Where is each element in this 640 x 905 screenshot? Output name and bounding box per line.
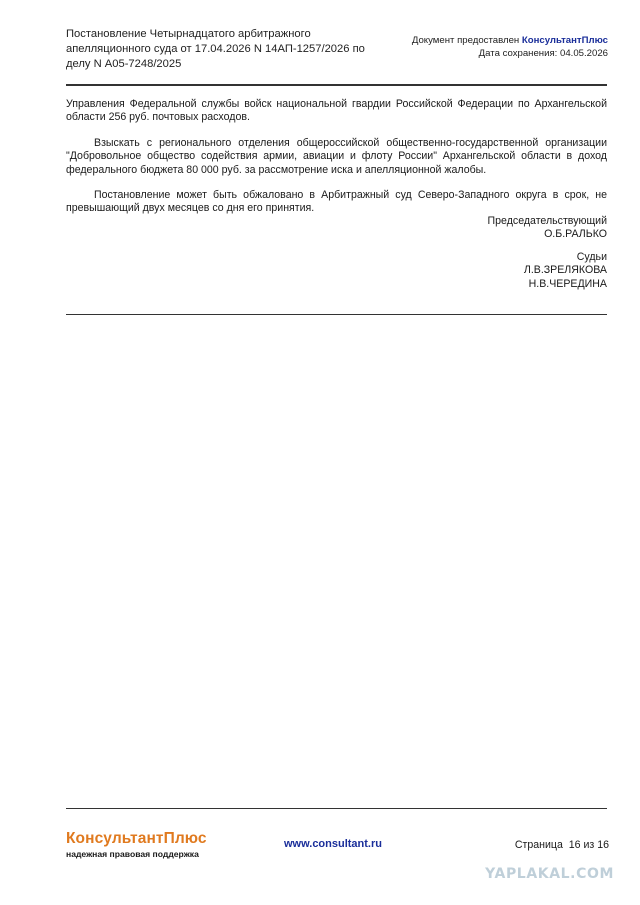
consultant-logo <box>66 830 207 860</box>
consultant-website-link[interactable]: www.consultant.ru <box>284 838 382 850</box>
save-date: Дата сохранения: 04.05.2026 <box>478 48 608 59</box>
provided-by-text: Документ предоставлен <box>411 35 522 46</box>
body-paragraph: Управления Федеральной службы войск национальной гвардии Российской Федерации по Архангельской области 256 руб. почтовых расходов. <box>66 98 607 124</box>
page-number: Страница 16 из 16 <box>514 839 609 851</box>
document-body <box>66 98 607 228</box>
header-title-line: апелляционного суда от 17.04.2026 N 14АП-1257/2026 по <box>66 43 365 55</box>
judges-signature <box>524 251 607 291</box>
content-end-divider <box>66 314 607 315</box>
chair-signature <box>488 215 607 242</box>
document-header-title <box>66 27 366 72</box>
document-provider-info <box>412 34 608 60</box>
header-divider <box>66 84 607 86</box>
body-paragraph: Постановление может быть обжаловано в Арбитражный суд Северо-Западного округа в срок, не превышающий двух месяцев со дня его принятия. <box>66 189 607 215</box>
provided-by-line <box>412 34 608 47</box>
provider-brand: КонсультантПлюс <box>521 35 608 46</box>
judge-name: Л.В.ЗРЕЛЯКОВА <box>523 264 607 277</box>
header-title-line: делу N А05-7248/2025 <box>66 58 182 70</box>
body-paragraph: Взыскать с регионального отделения общероссийской общественно-государственной организации "Добровольное общество содействия армии, авиации и флоту России" Архангельской области в доход федерального бюджета 80 000 руб. за рассмотрение иска и апелляционной жалобы. <box>66 136 607 176</box>
judges-title: Судьи <box>576 251 607 263</box>
chair-title: Председательствующий <box>487 215 607 227</box>
header-title-line: Постановление Четырнадцатого арбитражного <box>66 28 311 40</box>
site-watermark: YAPLAKAL.COM <box>485 866 614 882</box>
chair-name: О.Б.РАЛЬКО <box>544 228 607 241</box>
logo-name: КонсультантПлюс <box>66 830 207 847</box>
footer-divider <box>66 808 607 809</box>
judge-name: Н.В.ЧЕРЕДИНА <box>528 277 607 290</box>
logo-tagline: надежная правовая поддержка <box>66 849 199 859</box>
